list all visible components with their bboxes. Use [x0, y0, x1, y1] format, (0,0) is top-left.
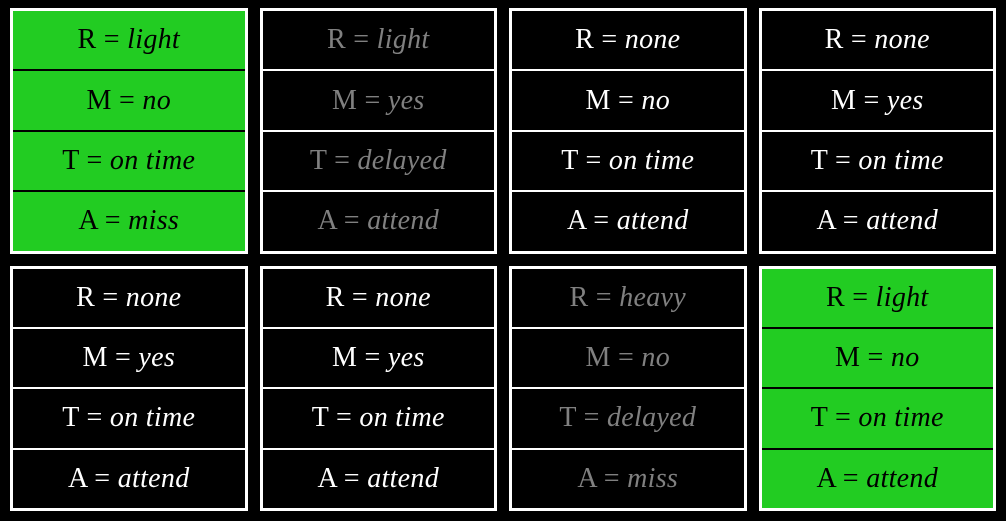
attribute-value: attend: [866, 462, 938, 494]
attribute-value: attend: [866, 205, 938, 237]
attribute-row: [512, 71, 744, 131]
attribute-row: [263, 132, 495, 192]
attribute-row: [13, 192, 245, 250]
attribute-row: [512, 11, 744, 71]
attribute-variable: T: [62, 402, 80, 434]
attribute-variable: T: [309, 144, 327, 176]
attribute-value: light: [376, 24, 430, 56]
attribute-value: no: [890, 342, 920, 374]
attribute-value: light: [127, 24, 181, 56]
case-card: [509, 266, 747, 512]
attribute-row: [13, 389, 245, 449]
attribute-row: [762, 269, 994, 329]
equals-sign: =: [585, 144, 602, 176]
attribute-row: [263, 329, 495, 389]
attribute-text: [575, 26, 680, 54]
attribute-variable: R: [569, 281, 589, 313]
attribute-text: [68, 462, 190, 494]
attribute-text: [77, 26, 180, 54]
attribute-variable: M: [834, 342, 861, 374]
attribute-value: on time: [608, 144, 695, 176]
attribute-text: [577, 462, 679, 494]
case-card: [260, 266, 498, 512]
attribute-text: [82, 344, 175, 372]
attribute-row: [512, 132, 744, 192]
attribute-text: [585, 84, 671, 116]
equals-sign: =: [86, 402, 103, 434]
attribute-text: [825, 26, 930, 54]
attribute-variable: M: [331, 84, 358, 116]
attribute-row: [263, 11, 495, 71]
attribute-variable: R: [77, 24, 97, 56]
equals-sign: =: [842, 462, 859, 494]
attribute-value: no: [641, 342, 671, 374]
equals-sign: =: [364, 84, 381, 116]
attribute-text: [62, 144, 196, 176]
attribute-value: no: [142, 84, 172, 116]
attribute-text: [86, 84, 172, 116]
attribute-value: attend: [616, 205, 689, 237]
attribute-text: [585, 344, 670, 372]
attribute-value: delayed: [357, 144, 447, 176]
attribute-text: [309, 144, 447, 176]
attribute-variable: T: [561, 144, 579, 176]
attribute-value: attend: [367, 462, 439, 494]
attribute-variable: M: [82, 342, 108, 374]
attribute-text: [332, 344, 425, 372]
attribute-value: none: [375, 281, 431, 313]
equals-sign: =: [351, 281, 368, 313]
attribute-row: [263, 450, 495, 508]
equals-sign: =: [102, 281, 119, 313]
equals-sign: =: [852, 281, 869, 313]
attribute-text: [835, 344, 920, 372]
equals-sign: =: [863, 84, 880, 116]
case-card: [509, 8, 747, 254]
attribute-row: [13, 11, 245, 71]
attribute-value: on time: [109, 144, 196, 176]
attribute-variable: M: [585, 84, 611, 116]
attribute-row: [263, 192, 495, 250]
attribute-value: yes: [138, 342, 176, 374]
attribute-variable: A: [317, 462, 337, 494]
attribute-value: delayed: [606, 402, 697, 434]
attribute-variable: R: [325, 281, 345, 313]
attribute-text: [331, 84, 425, 116]
attribute-variable: A: [577, 462, 597, 494]
attribute-row: [13, 329, 245, 389]
case-card: [759, 8, 997, 254]
attribute-value: miss: [627, 462, 679, 494]
attribute-value: none: [125, 281, 182, 313]
equals-sign: =: [94, 462, 111, 494]
attribute-text: [325, 281, 431, 313]
attribute-value: no: [641, 84, 671, 116]
equals-sign: =: [595, 281, 612, 313]
attribute-value: on time: [858, 402, 944, 434]
attribute-row: [263, 269, 495, 329]
attribute-variable: A: [68, 462, 87, 494]
attribute-row: [13, 450, 245, 508]
attribute-text: [62, 404, 195, 432]
equals-sign: =: [353, 24, 370, 56]
attribute-text: [816, 462, 939, 494]
attribute-row: [512, 329, 744, 389]
attribute-value: yes: [387, 84, 425, 116]
equals-sign: =: [835, 402, 852, 434]
attribute-text: [825, 281, 929, 313]
attribute-row: [762, 11, 994, 71]
attribute-variable: M: [585, 342, 611, 374]
attribute-variable: T: [559, 402, 577, 434]
case-card: [10, 266, 248, 512]
equals-sign: =: [103, 24, 120, 56]
attribute-text: [312, 404, 445, 432]
attribute-value: none: [624, 24, 681, 56]
attribute-variable: T: [810, 402, 828, 434]
attribute-row: [762, 450, 994, 508]
attribute-text: [830, 84, 924, 116]
equals-sign: =: [842, 205, 859, 237]
attribute-value: on time: [109, 402, 196, 434]
case-card: [260, 8, 498, 254]
attribute-variable: T: [311, 402, 329, 434]
attribute-text: [569, 281, 687, 313]
attribute-variable: M: [830, 84, 857, 116]
equals-sign: =: [867, 342, 884, 374]
equals-sign: =: [601, 24, 618, 56]
attribute-variable: A: [816, 205, 836, 237]
attribute-value: yes: [387, 342, 425, 374]
attribute-variable: T: [62, 144, 80, 176]
attribute-text: [327, 26, 430, 54]
attribute-value: yes: [886, 84, 924, 116]
attribute-row: [263, 71, 495, 131]
attribute-variable: R: [326, 24, 346, 56]
attribute-value: on time: [858, 144, 944, 176]
equals-sign: =: [364, 342, 381, 374]
attribute-value: none: [874, 24, 930, 56]
equals-sign: =: [343, 205, 360, 237]
attribute-value: attend: [367, 205, 439, 237]
attribute-text: [810, 144, 944, 176]
attribute-row: [512, 389, 744, 449]
equals-sign: =: [86, 144, 103, 176]
attribute-text: [76, 281, 182, 313]
equals-sign: =: [583, 402, 600, 434]
attribute-text: [318, 207, 440, 235]
attribute-variable: R: [825, 281, 845, 313]
equals-sign: =: [618, 84, 635, 116]
equals-sign: =: [114, 342, 132, 374]
equals-sign: =: [850, 24, 867, 56]
attribute-row: [13, 132, 245, 192]
attribute-text: [567, 207, 689, 235]
attribute-text: [817, 207, 939, 235]
equals-sign: =: [603, 462, 620, 494]
attribute-variable: M: [86, 84, 112, 116]
attribute-variable: R: [824, 24, 844, 56]
attribute-row: [512, 192, 744, 250]
attribute-row: [13, 269, 245, 329]
attribute-variable: R: [76, 281, 96, 313]
attribute-row: [263, 389, 495, 449]
attribute-variable: A: [567, 205, 586, 237]
attribute-variable: A: [816, 462, 836, 494]
attribute-text: [811, 404, 944, 432]
attribute-variable: T: [810, 144, 828, 176]
attribute-variable: R: [575, 24, 595, 56]
attribute-variable: A: [317, 205, 337, 237]
attribute-value: miss: [128, 205, 180, 237]
equals-sign: =: [104, 205, 121, 237]
attribute-value: light: [875, 281, 929, 313]
case-card: [10, 8, 248, 254]
equals-sign: =: [593, 205, 610, 237]
equals-sign: =: [119, 84, 136, 116]
attribute-row: [762, 132, 994, 192]
attribute-value: attend: [117, 462, 190, 494]
attribute-row: [762, 192, 994, 250]
attribute-variable: A: [78, 205, 98, 237]
equals-sign: =: [336, 402, 353, 434]
attribute-text: [561, 144, 695, 176]
attribute-text: [317, 462, 440, 494]
attribute-variable: M: [331, 342, 358, 374]
equals-sign: =: [835, 144, 852, 176]
attribute-value: heavy: [619, 281, 686, 313]
attribute-row: [762, 329, 994, 389]
attribute-row: [762, 389, 994, 449]
attribute-text: [78, 207, 179, 235]
attribute-text: [559, 404, 696, 432]
equals-sign: =: [618, 342, 635, 374]
attribute-value: on time: [359, 402, 445, 434]
case-card: [759, 266, 997, 512]
equals-sign: =: [343, 462, 360, 494]
attribute-row: [13, 71, 245, 131]
attribute-row: [512, 450, 744, 508]
attribute-row: [762, 71, 994, 131]
equals-sign: =: [334, 144, 351, 176]
attribute-row: [512, 269, 744, 329]
